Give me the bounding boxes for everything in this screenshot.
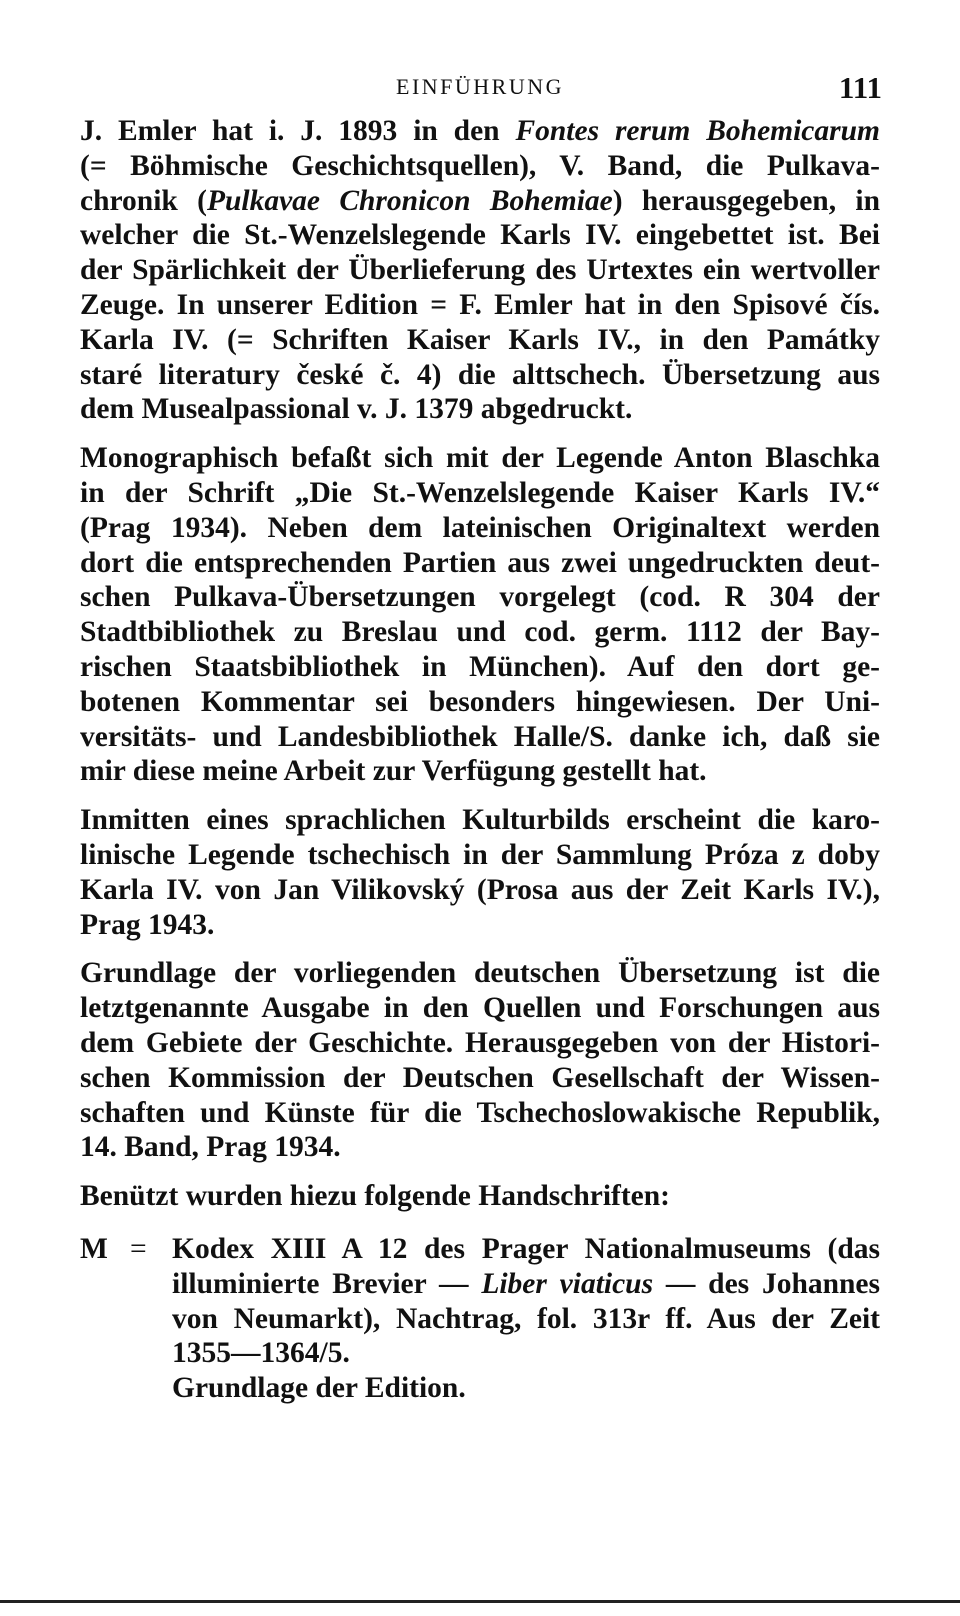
text-run: versitäts- und Landesbibliothek Halle/S. danke ich, daß sie <box>80 720 880 753</box>
text-line <box>80 441 880 476</box>
text-run: der Spärlichkeit der Überlieferung des Urtextes ein wertvoller <box>80 254 880 287</box>
equals-sign: = <box>130 1232 147 1265</box>
text-run: — des Johannes <box>653 1267 881 1300</box>
text-line <box>80 114 880 149</box>
text-line <box>80 615 880 650</box>
text-line <box>80 1096 880 1131</box>
text-line <box>80 1061 880 1096</box>
text-run: schen Pulkava-Übersetzungen vorgelegt (cod. R 304 der <box>80 581 880 614</box>
text-run: rischen Staatsbibliothek in München). Auf den dort ge- <box>80 650 880 683</box>
text-line <box>80 991 880 1026</box>
text-line <box>172 1336 880 1371</box>
text-line <box>80 580 880 615</box>
text-line <box>80 685 880 720</box>
text-run: in der Schrift „Die St.-Wenzelslegende Kaiser Karls IV.“ <box>80 476 880 509</box>
text-run: welcher die St.-Wenzelslegende Karls IV. eingebettet ist. Bei <box>80 219 880 252</box>
text-run: dem Gebiete der Geschichte. Herausgegeben von der Histori- <box>80 1026 880 1059</box>
text-line <box>80 803 880 838</box>
text-run: J. Emler hat i. J. 1893 in den <box>80 115 516 147</box>
italic-title: Fontes rerum Bohemicarum <box>515 115 880 147</box>
text-run: von Neumarkt), Nachtrag, fol. 313r ff. Aus der Zeit <box>172 1302 880 1335</box>
text-line <box>80 838 880 873</box>
text-run: Karla IV. (= Schriften Kaiser Karls IV., in den Památky <box>80 323 880 356</box>
text-line <box>80 956 880 991</box>
paragraph <box>80 803 880 942</box>
text-run: Karla IV. von Jan Vilikovský (Prosa aus der Zeit Karls IV.), <box>80 873 880 906</box>
text-line <box>80 253 880 288</box>
page-header <box>80 62 880 114</box>
text-run: (Prag 1934). Neben dem lateinischen Originaltext werden <box>80 511 880 544</box>
text-run: Prag 1943. <box>80 908 215 941</box>
paragraph <box>80 1179 880 1214</box>
text-line <box>172 1232 880 1267</box>
text-run: Stadtbibliothek zu Breslau und cod. germ. 1112 der Bay- <box>80 616 880 649</box>
text-run: Kodex XIII A 12 des Prager Nationalmuseums (das <box>172 1232 880 1265</box>
text-run: 1355—1364/5. <box>172 1337 350 1370</box>
running-head: EINFÜHRUNG <box>396 74 564 99</box>
text-run: Zeuge. In unserer Edition = F. Emler hat in den Spisové čís. <box>80 288 880 321</box>
text-line <box>80 358 880 393</box>
page-number: 111 <box>838 70 882 105</box>
manuscript-siglum: M <box>80 1232 108 1265</box>
text-run: Monographisch befaßt sich mit der Legende Anton Blaschka <box>80 442 880 475</box>
text-line <box>80 511 880 546</box>
text-line <box>172 1371 880 1406</box>
bottom-rule <box>0 1600 960 1603</box>
paragraph <box>80 114 880 427</box>
paragraph <box>80 956 880 1165</box>
text-run: linische Legende tschechisch in der Sammlung Próza z doby <box>80 838 880 871</box>
body-text <box>80 114 880 1214</box>
text-line <box>80 218 880 253</box>
text-run: 14. Band, Prag 1934. <box>80 1131 341 1164</box>
paragraph <box>80 441 880 789</box>
text-line <box>80 149 880 184</box>
text-line <box>80 288 880 323</box>
text-line <box>172 1267 880 1302</box>
text-run: schaften und Künste für die Tschechoslowakische Republik, <box>80 1096 880 1129</box>
text-line <box>80 546 880 581</box>
text-line <box>80 908 880 943</box>
text-run: letztgenannte Ausgabe in den Quellen und Forschungen aus <box>80 992 880 1025</box>
text-run: Benützt wurden hiezu folgende Handschriften: <box>80 1180 670 1213</box>
text-run: ) herausgegeben, in <box>612 184 881 217</box>
text-line <box>80 754 880 789</box>
text-line <box>80 873 880 908</box>
text-run: Grundlage der Edition. <box>172 1372 466 1405</box>
text-run: dem Musealpassional v. J. 1379 abgedruckt. <box>80 393 633 426</box>
text-run: mir diese meine Arbeit zur Verfügung gestellt hat. <box>80 755 707 788</box>
text-run: staré literatury české č. 4) die alttschech. Übersetzung aus <box>80 358 880 391</box>
text-line <box>80 392 880 427</box>
text-run: Inmitten eines sprachlichen Kulturbilds erscheint die karo- <box>80 804 880 837</box>
text-line <box>80 1179 880 1214</box>
manuscript-entry <box>80 1232 880 1406</box>
text-run: (= Böhmische Geschichtsquellen), V. Band, die Pulkava- <box>80 149 880 182</box>
text-line <box>172 1302 880 1337</box>
book-page <box>80 62 880 1406</box>
italic-title: Liber viaticus <box>481 1267 654 1300</box>
text-run: botenen Kommentar sei besonders hingewiesen. Der Uni- <box>80 685 880 718</box>
text-run: dort die entsprechenden Partien aus zwei ungedruckten deut- <box>80 546 880 579</box>
text-line <box>80 720 880 755</box>
text-run: schen Kommission der Deutschen Gesellschaft der Wissen- <box>80 1061 880 1094</box>
text-line <box>80 1026 880 1061</box>
text-run: Grundlage der vorliegenden deutschen Übersetzung ist die <box>80 957 880 990</box>
text-line <box>80 476 880 511</box>
text-line <box>80 184 880 219</box>
italic-title: Pulkavae Chronicon Bohemiae <box>206 184 613 217</box>
text-run: chronik ( <box>80 184 207 217</box>
text-run: illuminierte Brevier — <box>172 1267 482 1300</box>
text-line <box>80 323 880 358</box>
manuscript-description <box>172 1232 880 1406</box>
text-line <box>80 1130 880 1165</box>
text-line <box>80 650 880 685</box>
